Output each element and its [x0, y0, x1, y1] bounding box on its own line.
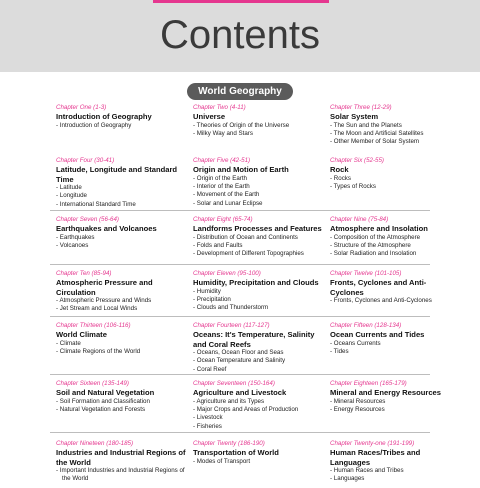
chapter-entry	[330, 270, 452, 305]
chapter-number: Chapter Fourteen	[193, 322, 242, 329]
chapter-pages: (135-149)	[100, 380, 129, 387]
chapter-title: Landforms Processes and Features	[193, 224, 322, 234]
chapter-label	[330, 270, 452, 278]
chapter-entry	[56, 104, 190, 130]
topic-item: - Modes of Transport	[193, 458, 327, 466]
topic-list	[193, 458, 327, 466]
chapter-number: Chapter Twenty	[193, 440, 237, 447]
chapter-title: Earthquakes and Volcanoes	[56, 224, 157, 234]
chapter-number: Chapter Eleven	[193, 270, 236, 277]
chapter-pages: (56-64)	[97, 216, 119, 223]
topic-item: - International Standard Time	[56, 201, 190, 209]
topic-item: - Folds and Faults	[193, 242, 327, 250]
page-title: Contents	[159, 13, 321, 57]
chapter-label	[330, 322, 452, 330]
chapter-label	[56, 322, 190, 330]
chapter-entry	[193, 270, 327, 313]
topic-item: - Oceans Currents	[330, 340, 452, 348]
topic-item: - Human Races and Tribes	[330, 467, 452, 475]
row-divider	[50, 264, 430, 265]
chapter-label	[193, 380, 327, 388]
topic-item: - Origin of the Earth	[193, 175, 327, 183]
chapter-title: Latitude, Longitude and Standard Time	[56, 165, 178, 184]
topic-list	[330, 234, 452, 259]
chapter-number: Chapter Ten	[56, 270, 90, 277]
chapter-label	[330, 157, 452, 165]
topic-item: - Natural Vegetation and Forests	[56, 406, 190, 414]
chapter-number: Chapter Two	[193, 104, 228, 111]
chapter-pages: (1-3)	[91, 104, 107, 111]
topic-list	[56, 398, 190, 415]
topic-item: - Fisheries	[193, 423, 327, 431]
chapter-number: Chapter Sixteen	[56, 380, 101, 387]
chapter-entry	[56, 322, 190, 356]
chapter-pages: (128-134)	[372, 322, 402, 329]
chapter-label	[56, 157, 190, 165]
chapter-entry	[56, 157, 190, 209]
topic-item: - Oceans, Ocean Floor and Seas	[193, 349, 327, 357]
chapter-number: Chapter Nine	[330, 216, 367, 223]
chapter-entry	[330, 157, 452, 191]
chapter-title: Introduction of Geography	[56, 112, 152, 122]
topic-item: - Movement of the Earth	[193, 191, 327, 199]
chapter-title: Rock	[330, 165, 349, 175]
chapter-entry	[330, 104, 452, 147]
topic-item: - Distribution of Ocean and Continents	[193, 234, 327, 242]
chapter-number: Chapter Fifteen	[330, 322, 373, 329]
chapter-label	[56, 270, 190, 278]
chapter-number: Chapter Thirteen	[56, 322, 103, 329]
chapter-label	[193, 104, 327, 112]
chapter-entry	[193, 322, 327, 374]
chapter-title: Solar System	[330, 112, 379, 122]
topic-item: - Solar Radiation and Insolation	[330, 250, 452, 258]
chapter-pages: (101-105)	[372, 270, 402, 277]
chapter-entry	[56, 380, 190, 414]
chapter-label	[330, 380, 452, 388]
topic-item: - Milky Way and Stars	[193, 130, 327, 138]
chapter-entry	[193, 380, 327, 431]
chapter-title: Humidity, Precipitation and Clouds	[193, 278, 319, 288]
chapter-entry	[330, 380, 452, 414]
chapter-pages: (165-179)	[378, 380, 407, 387]
topic-list	[193, 288, 327, 313]
topic-list	[330, 467, 452, 484]
chapter-pages: (191-199)	[385, 440, 415, 447]
chapter-number: Chapter Twelve	[330, 270, 373, 277]
topic-list	[56, 340, 190, 357]
chapter-title: Agriculture and Livestock	[193, 388, 287, 398]
row-divider	[50, 316, 430, 317]
topic-item: - Earthquakes	[56, 234, 190, 242]
chapter-pages: (106-116)	[102, 322, 131, 329]
chapter-entry	[56, 270, 190, 314]
topic-item: - The Moon and Artificial Satellites	[330, 130, 452, 138]
topic-list	[330, 297, 452, 305]
chapter-number: Chapter Five	[193, 157, 229, 164]
chapter-title: Mineral and Energy Resources	[330, 388, 441, 398]
topic-list	[56, 122, 190, 130]
topic-item: - Introduction of Geography	[56, 122, 190, 130]
topic-list	[330, 398, 452, 415]
chapter-number: Chapter Four	[56, 157, 93, 164]
topic-item: - Fronts, Cyclones and Anti-Cyclones	[330, 297, 452, 305]
chapter-title: Human Races/Tribes and Languages	[330, 448, 421, 467]
chapter-number: Chapter Nineteen	[56, 440, 105, 447]
topic-list	[56, 297, 190, 314]
chapter-entry	[193, 440, 327, 466]
chapter-pages: (180-185)	[104, 440, 134, 447]
topic-item: - Development of Different Topographies	[193, 250, 327, 258]
topic-item: - Languages	[330, 475, 452, 483]
chapter-pages: (95-100)	[235, 270, 261, 277]
chapter-pages: (4-11)	[227, 104, 246, 111]
topic-item: - Important Industries and Industrial Regions of the World	[56, 467, 190, 484]
chapter-label	[193, 157, 327, 165]
chapter-pages: (117-127)	[241, 322, 270, 329]
topic-item: - The Sun and the Planets	[330, 122, 452, 130]
topic-item: - Structure of the Atmosphere	[330, 242, 452, 250]
chapter-title: Fronts, Cyclones and Anti-Cyclones	[330, 278, 427, 297]
topic-item: - Other Member of Solar System	[330, 138, 452, 146]
topic-item: - Coral Reef	[193, 366, 327, 374]
topic-list	[56, 234, 190, 251]
chapter-number: Chapter Seven	[56, 216, 98, 223]
chapter-entry	[330, 216, 452, 259]
chapter-entry	[193, 104, 327, 138]
chapter-number: Chapter One	[56, 104, 92, 111]
chapter-title: World Climate	[56, 330, 107, 340]
chapter-entry	[330, 322, 452, 356]
topic-item: - Longitude	[56, 192, 190, 200]
topic-item: - Rocks	[330, 175, 452, 183]
topic-item: - Volcanoes	[56, 242, 190, 250]
topic-item: - Jet Stream and Local Winds	[56, 305, 190, 313]
chapter-label	[56, 440, 190, 448]
topic-list	[56, 467, 190, 484]
chapter-pages: (186-190)	[236, 440, 265, 447]
chapter-number: Chapter Eighteen	[330, 380, 379, 387]
chapter-number: Chapter Six	[330, 157, 363, 164]
chapter-title: Ocean Currents and Tides	[330, 330, 425, 340]
topic-list	[193, 349, 327, 374]
topic-item: - Ocean Temperature and Salinity	[193, 357, 327, 365]
topic-item: - Theories of Origin of the Universe	[193, 122, 327, 130]
chapter-label	[330, 104, 452, 112]
chapter-title: Atmospheric Pressure and Circulation	[56, 278, 153, 297]
chapter-number: Chapter Twenty-one	[330, 440, 386, 447]
chapter-title: Industries and Industrial Regions of the World	[56, 448, 186, 467]
topic-list	[193, 234, 327, 259]
topic-item: - Livestock	[193, 414, 327, 422]
topic-list	[330, 175, 452, 192]
chapter-title: Transportation of World	[193, 448, 279, 458]
chapter-pages: (65-74)	[230, 216, 253, 223]
topic-item: - Climate	[56, 340, 190, 348]
chapter-pages: (52-55)	[362, 157, 384, 164]
row-divider	[50, 432, 430, 433]
topic-item: - Interior of the Earth	[193, 183, 327, 191]
topic-list	[193, 122, 327, 139]
topic-list	[193, 175, 327, 209]
accent-bar	[153, 0, 329, 3]
chapter-title: Oceans: It's Temperature, Salinity and Coral Reefs	[193, 330, 315, 349]
row-divider	[50, 210, 430, 211]
topic-item: - Solar and Lunar Eclipse	[193, 200, 327, 208]
chapter-number: Chapter Three	[330, 104, 370, 111]
topic-item: - Precipitation	[193, 296, 327, 304]
chapter-number: Chapter Seventeen	[193, 380, 247, 387]
topic-item: - Mineral Resources	[330, 398, 452, 406]
chapter-title: Origin and Motion of Earth	[193, 165, 289, 175]
topic-item: - Clouds and Thunderstorm	[193, 304, 327, 312]
topic-list	[330, 122, 452, 147]
row-divider	[50, 374, 430, 375]
chapter-title: Universe	[193, 112, 226, 122]
chapter-entry	[56, 440, 190, 484]
chapter-label	[193, 270, 327, 278]
chapter-label	[193, 440, 327, 448]
chapter-label	[330, 440, 452, 448]
topic-item: - Soil Formation and Classification	[56, 398, 190, 406]
chapter-pages: (75-84)	[366, 216, 389, 223]
topic-item: - Energy Resources	[330, 406, 452, 414]
topic-item: - Latitude	[56, 184, 190, 192]
chapter-pages: (12-29)	[369, 104, 392, 111]
topic-item: - Composition of the Atmosphere	[330, 234, 452, 242]
chapter-number: Chapter Eight	[193, 216, 231, 223]
chapter-entry	[56, 216, 190, 250]
chapter-label	[193, 216, 327, 224]
topic-item: - Major Crops and Areas of Production	[193, 406, 327, 414]
topic-item: - Humidity	[193, 288, 327, 296]
topic-list	[330, 340, 452, 357]
topic-item: - Types of Rocks	[330, 183, 452, 191]
chapter-label	[56, 104, 190, 112]
topic-list	[193, 398, 327, 432]
chapter-entry	[193, 216, 327, 259]
chapter-label	[56, 380, 190, 388]
chapter-title: Atmosphere and Insolation	[330, 224, 428, 234]
topic-item: - Climate Regions of the World	[56, 348, 190, 356]
topic-item: - Atmospheric Pressure and Winds	[56, 297, 190, 305]
chapter-entry	[193, 157, 327, 208]
section-label: World Geography	[187, 83, 293, 100]
chapter-label	[193, 322, 327, 330]
chapter-pages: (42-51)	[228, 157, 251, 164]
chapter-pages: (30-41)	[92, 157, 115, 164]
topic-list	[56, 184, 190, 209]
chapter-entry	[330, 440, 452, 484]
chapter-title: Soil and Natural Vegetation	[56, 388, 155, 398]
chapter-label	[330, 216, 452, 224]
topic-item: - Agriculture and its Types	[193, 398, 327, 406]
chapter-pages: (85-94)	[89, 270, 112, 277]
chapter-label	[56, 216, 190, 224]
chapter-pages: (150-164)	[246, 380, 275, 387]
topic-item: - Tides	[330, 348, 452, 356]
